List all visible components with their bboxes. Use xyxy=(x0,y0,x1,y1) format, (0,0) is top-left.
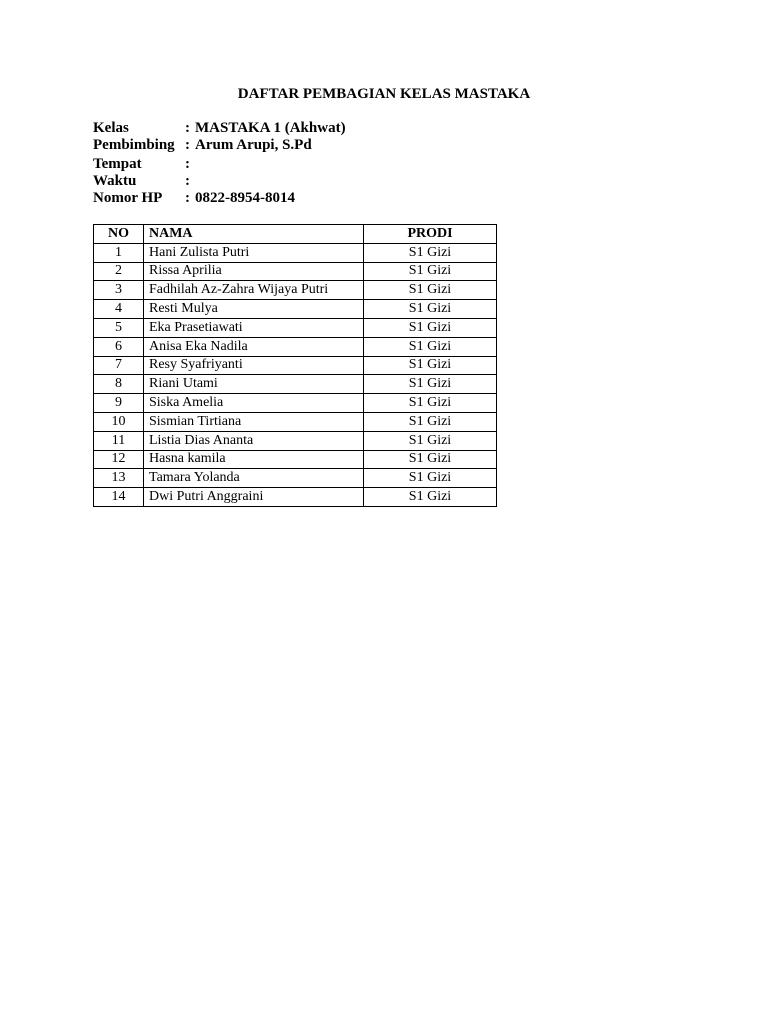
cell-nama: Riani Utami xyxy=(144,375,364,394)
cell-nama: Listia Dias Ananta xyxy=(144,431,364,450)
cell-no: 9 xyxy=(94,394,144,413)
meta-row-kelas xyxy=(93,120,346,137)
table-row xyxy=(94,337,497,356)
cell-no: 12 xyxy=(94,450,144,469)
cell-no: 10 xyxy=(94,412,144,431)
table-row xyxy=(94,394,497,413)
cell-nama: Rissa Aprilia xyxy=(144,262,364,281)
cell-no: 1 xyxy=(94,243,144,262)
cell-prodi: S1 Gizi xyxy=(364,488,497,507)
cell-no: 11 xyxy=(94,431,144,450)
cell-no: 8 xyxy=(94,375,144,394)
table-row xyxy=(94,318,497,337)
meta-separator: : xyxy=(185,137,190,153)
table-row xyxy=(94,300,497,319)
meta-separator: : xyxy=(185,120,190,136)
meta-label: Pembimbing xyxy=(93,137,175,153)
cell-prodi: S1 Gizi xyxy=(364,394,497,413)
meta-row-waktu xyxy=(93,173,346,190)
cell-nama: Sismian Tirtiana xyxy=(144,412,364,431)
cell-prodi: S1 Gizi xyxy=(364,412,497,431)
table-row xyxy=(94,469,497,488)
table-row xyxy=(94,356,497,375)
table-row xyxy=(94,281,497,300)
cell-prodi: S1 Gizi xyxy=(364,375,497,394)
meta-separator: : xyxy=(185,190,190,206)
cell-no: 4 xyxy=(94,300,144,319)
cell-prodi: S1 Gizi xyxy=(364,356,497,375)
table-row xyxy=(94,488,497,507)
meta-value: 0822-8954-8014 xyxy=(195,190,295,206)
cell-no: 14 xyxy=(94,488,144,507)
cell-prodi: S1 Gizi xyxy=(364,300,497,319)
cell-nama: Resti Mulya xyxy=(144,300,364,319)
cell-nama: Hani Zulista Putri xyxy=(144,243,364,262)
table-row xyxy=(94,262,497,281)
cell-prodi: S1 Gizi xyxy=(364,431,497,450)
document-title: DAFTAR PEMBAGIAN KELAS MASTAKA xyxy=(237,86,531,102)
cell-nama: Fadhilah Az-Zahra Wijaya Putri xyxy=(144,281,364,300)
cell-no: 2 xyxy=(94,262,144,281)
header-nama: NAMA xyxy=(144,225,364,244)
cell-nama: Siska Amelia xyxy=(144,394,364,413)
table-row xyxy=(94,450,497,469)
table-header-row xyxy=(94,225,497,244)
cell-no: 7 xyxy=(94,356,144,375)
cell-nama: Hasna kamila xyxy=(144,450,364,469)
class-info xyxy=(93,120,346,207)
meta-value: MASTAKA 1 (Akhwat) xyxy=(195,120,346,136)
cell-prodi: S1 Gizi xyxy=(364,262,497,281)
cell-prodi: S1 Gizi xyxy=(364,337,497,356)
cell-nama: Tamara Yolanda xyxy=(144,469,364,488)
cell-prodi: S1 Gizi xyxy=(364,450,497,469)
cell-nama: Dwi Putri Anggraini xyxy=(144,488,364,507)
table-row xyxy=(94,243,497,262)
header-no: NO xyxy=(94,225,144,244)
table-row xyxy=(94,412,497,431)
meta-label: Waktu xyxy=(93,173,137,189)
student-table xyxy=(93,224,497,507)
meta-row-tempat xyxy=(93,156,346,173)
meta-separator: : xyxy=(185,156,190,172)
meta-row-pembimbing xyxy=(93,137,346,154)
header-prodi: PRODI xyxy=(364,225,497,244)
meta-label: Nomor HP xyxy=(93,190,163,206)
table-row xyxy=(94,431,497,450)
meta-separator: : xyxy=(185,173,190,189)
cell-prodi: S1 Gizi xyxy=(364,318,497,337)
meta-row-nomor-hp xyxy=(93,190,346,207)
cell-no: 3 xyxy=(94,281,144,300)
cell-prodi: S1 Gizi xyxy=(364,243,497,262)
cell-no: 5 xyxy=(94,318,144,337)
cell-no: 6 xyxy=(94,337,144,356)
cell-prodi: S1 Gizi xyxy=(364,281,497,300)
cell-prodi: S1 Gizi xyxy=(364,469,497,488)
cell-no: 13 xyxy=(94,469,144,488)
meta-label: Tempat xyxy=(93,156,142,172)
meta-label: Kelas xyxy=(93,120,129,136)
meta-value: Arum Arupi, S.Pd xyxy=(195,137,312,153)
cell-nama: Eka Prasetiawati xyxy=(144,318,364,337)
cell-nama: Anisa Eka Nadila xyxy=(144,337,364,356)
table-row xyxy=(94,375,497,394)
cell-nama: Resy Syafriyanti xyxy=(144,356,364,375)
